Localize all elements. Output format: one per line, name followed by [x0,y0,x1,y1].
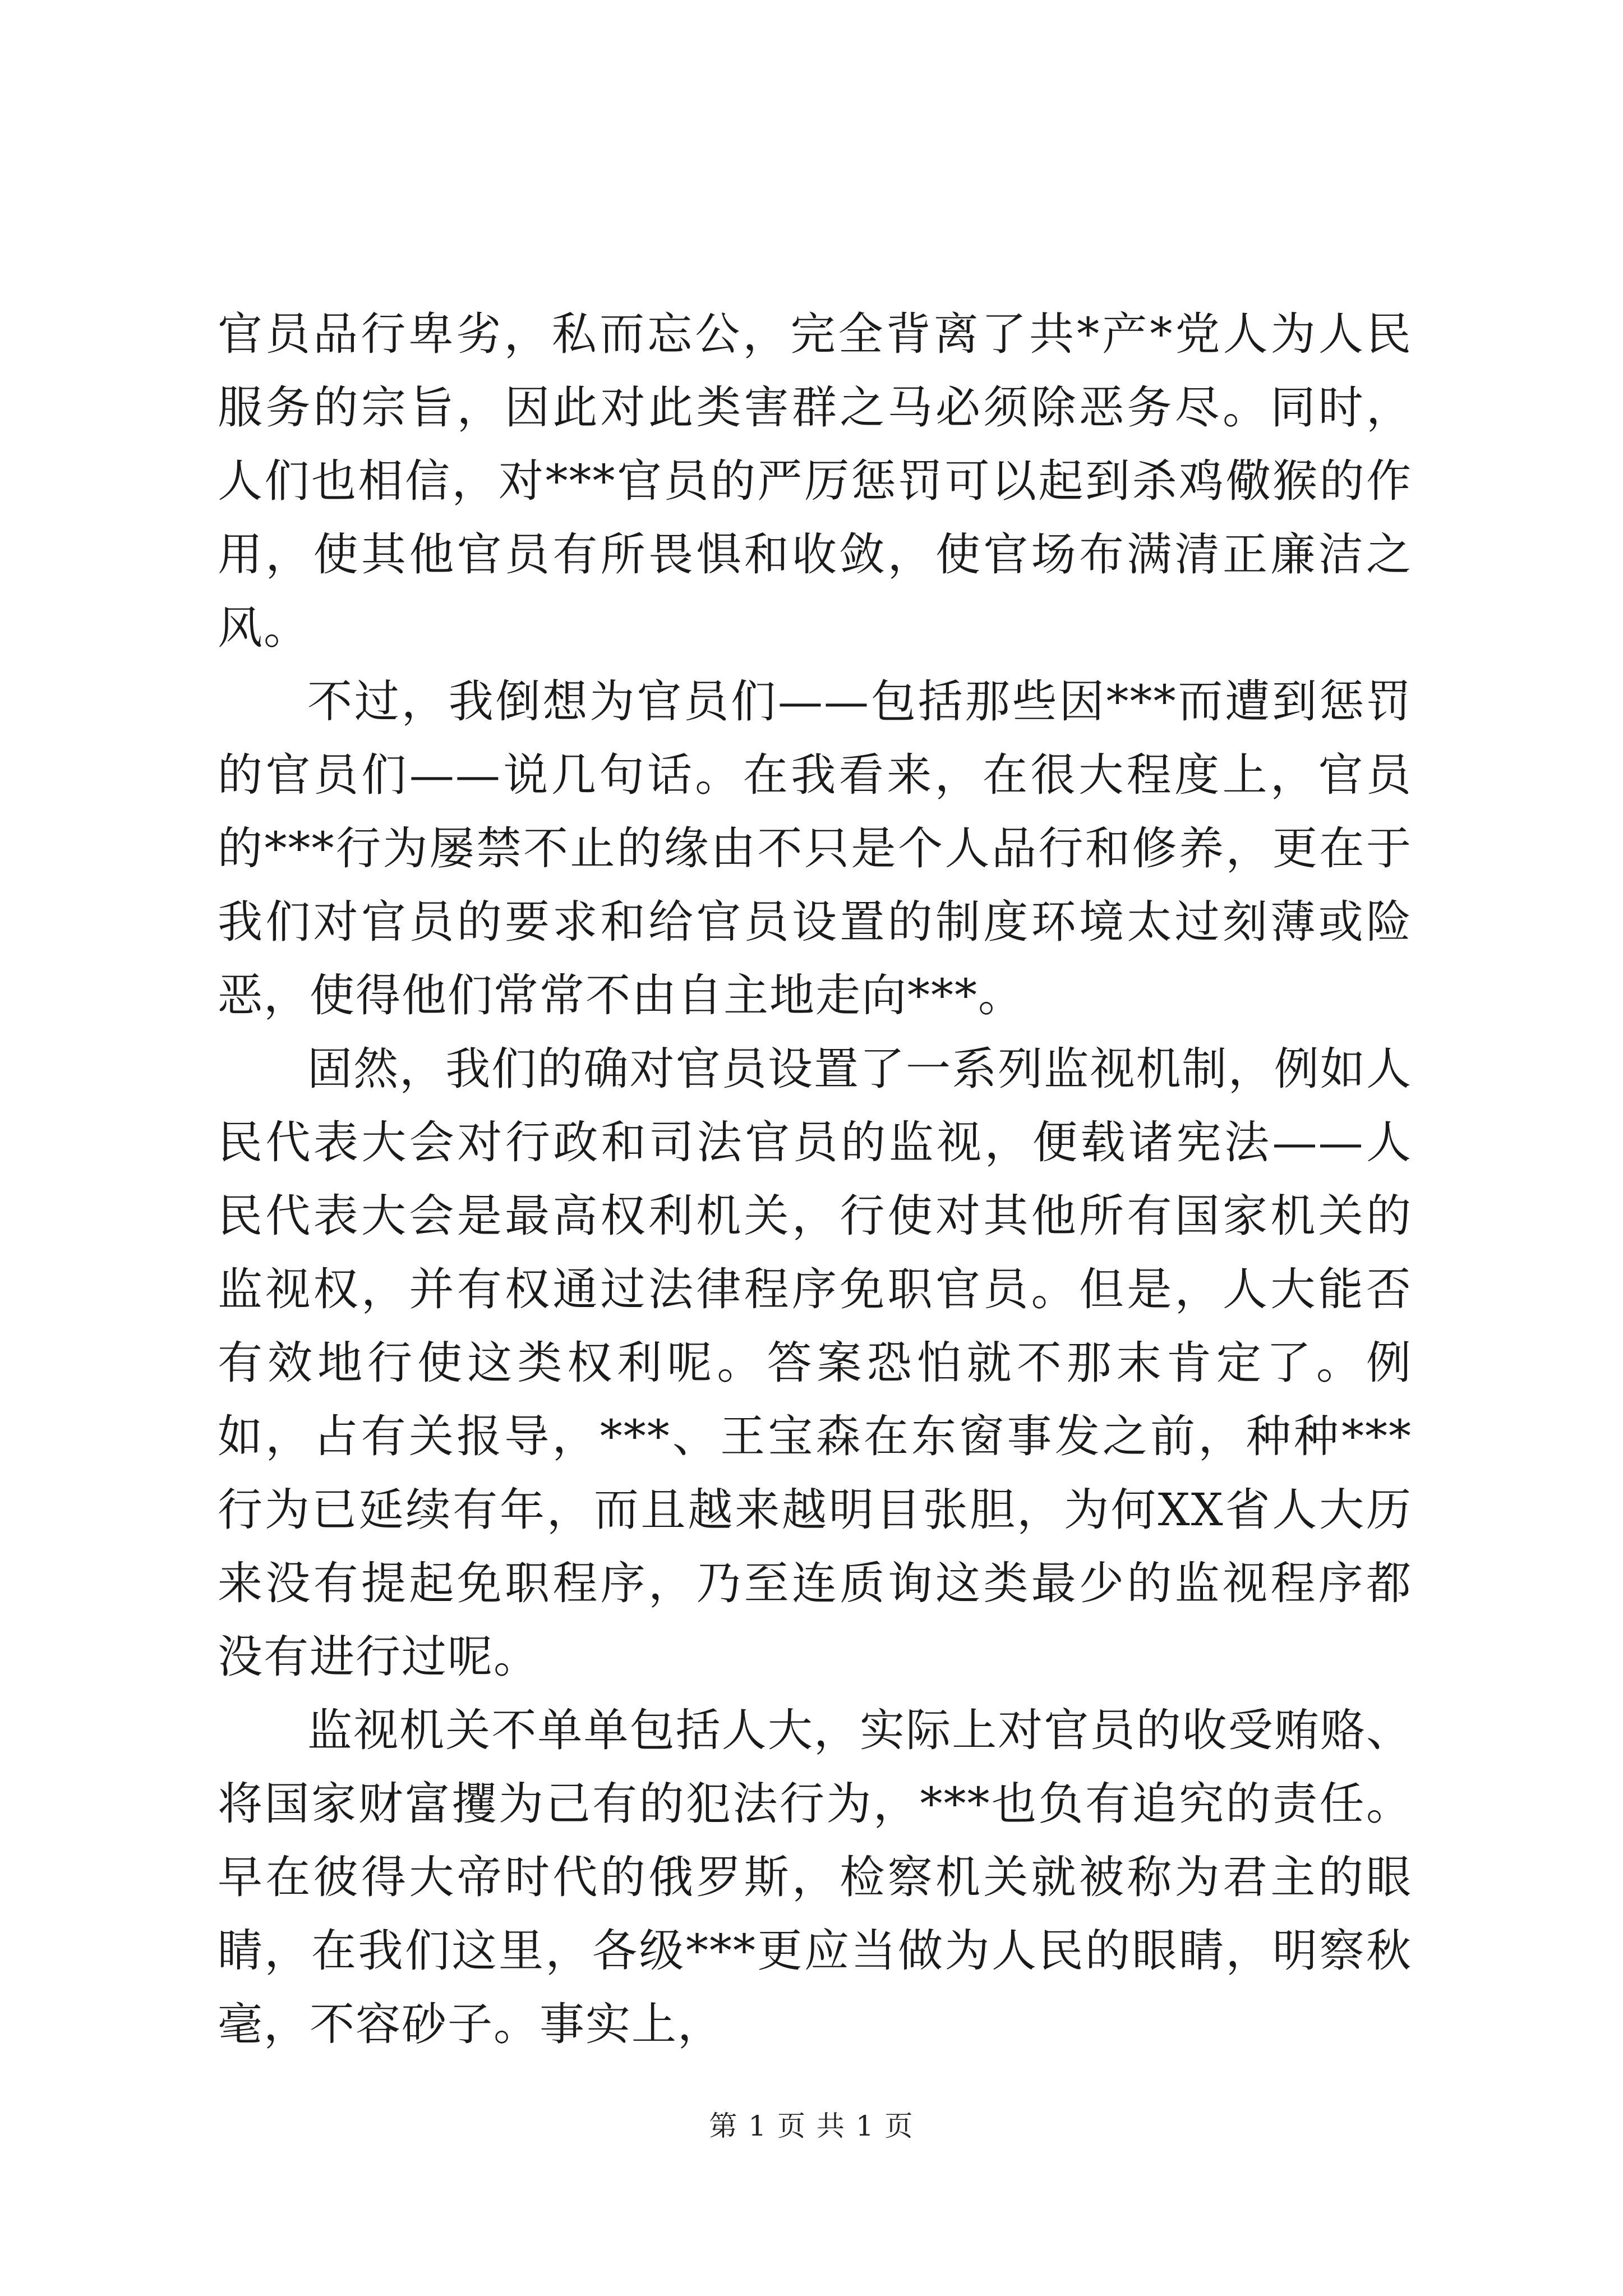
paragraph-1: 官员品行卑劣，私而忘公，完全背离了共*产*党人为人民服务的宗旨，因此对此类害群之马必须除恶务尽。同时，人们也相信，对***官员的严厉惩罚可以起到杀鸡儆猴的作用，使其他官员有所畏惧和收敛，使官场布满清正廉洁之风。 [218,308,1412,654]
paragraph-4: 监视机关不单单包括人大，实际上对官员的收受贿赂、将国家财富攫为己有的犯法行为，***也负有追究的责任。早在彼得大帝时代的俄罗斯，检察机关就被称为君主的眼睛，在我们这里，各级***更应当做为人民的眼睛，明察秋毫，不容砂子。事实上， [218,1704,1412,2050]
paragraph-3: 固然，我们的确对官员设置了一系列监视机制，例如人民代表大会对行政和司法官员的监视，便载诸宪法——人民代表大会是最高权利机关，行使对其他所有国家机关的监视权，并有权通过法律程序免职官员。但是，人大能否有效地行使这类权利呢。答案恐怕就不那末肯定了。例如，占有关报导，***、王宝森在东窗事发之前，种种***行为已延续有年，而且越来越明目张胆，为何XX省人大历来没有提起免职程序，乃至连质询这类最少的监视程序都没有进行过呢。 [218,1043,1412,1683]
page-number-footer: 第 1 页 共 1 页 [709,2110,914,2142]
paragraph-2: 不过，我倒想为官员们——包括那些因***而遭到惩罚的官员们——说几句话。在我看来，在很大程度上，官员的***行为屡禁不止的缘由不只是个人品行和修养，更在于我们对官员的要求和给官员设置的制度环境太过刻薄或险恶，使得他们常常不由自主地走向***。 [218,675,1412,1022]
document-body [218,297,1412,2061]
